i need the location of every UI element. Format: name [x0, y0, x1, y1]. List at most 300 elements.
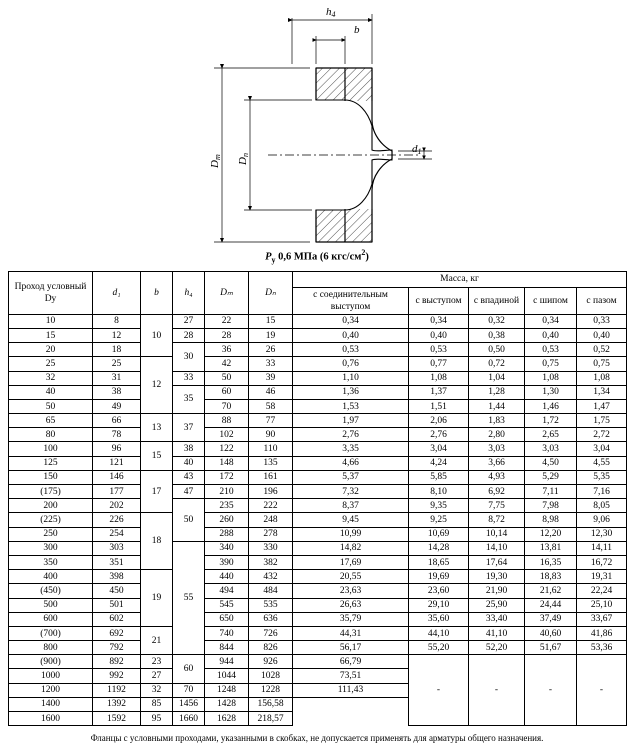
cell-dn: 65	[9, 414, 93, 428]
label-h4: h4	[326, 6, 336, 19]
cell-d1: 602	[93, 612, 141, 626]
cell-Dm: 1248	[205, 683, 249, 697]
header-d1: d₁	[93, 271, 141, 314]
cell-d1: 351	[93, 555, 141, 569]
cell-b: 15	[141, 442, 173, 470]
cell-mass-protrusion: 23,60	[409, 584, 469, 598]
cell-d1: 49	[93, 399, 141, 413]
cell-mass-recess: 52,20	[469, 641, 525, 655]
cell-mass-recess: 21,90	[469, 584, 525, 598]
cell-mass-connecting-protrusion: 35,79	[293, 612, 409, 626]
cell-Dn: 33	[249, 357, 293, 371]
cell-d1: 78	[93, 428, 141, 442]
cell-mass-recess: -	[469, 655, 525, 726]
cell-Dn: 135	[249, 456, 293, 470]
cell-h4: 85	[141, 697, 173, 711]
cell-mass-tenon: 5,29	[525, 470, 577, 484]
cell-Dm: 1044	[205, 669, 249, 683]
header-mass: Масса, кг	[293, 271, 627, 287]
cell-Dn: 15	[249, 314, 293, 328]
cell-Dn: 46	[249, 385, 293, 399]
cell-d1: 25	[93, 357, 141, 371]
cell-mass-recess: 25,90	[469, 598, 525, 612]
header-b: b	[141, 271, 173, 314]
cell-mass-tenon: 0,53	[525, 343, 577, 357]
cell-dn: 10	[9, 314, 93, 328]
cell-dn: 250	[9, 527, 93, 541]
cell-mass-groove: 0,40	[577, 328, 627, 342]
cell-mass-recess: 14,10	[469, 541, 525, 555]
cell-mass-protrusion: 8,10	[409, 485, 469, 499]
cell-mass-protrusion: 18,65	[409, 555, 469, 569]
cell-h4: 60	[173, 655, 205, 683]
table-row	[9, 570, 627, 584]
header-Dn: Dₙ	[249, 271, 293, 314]
cell-mass-tenon: 13,81	[525, 541, 577, 555]
cell-Dm: 122	[205, 442, 249, 456]
cell-mass-groove: 53,36	[577, 641, 627, 655]
cell-mass-recess: 17,64	[469, 555, 525, 569]
cell-d1: 892	[93, 655, 141, 669]
cell-mass-protrusion: 35,60	[409, 612, 469, 626]
cell-dn: (225)	[9, 513, 93, 527]
cell-mass-connecting-protrusion: 44,31	[293, 626, 409, 640]
cell-h4: 43	[173, 470, 205, 484]
cell-Dm: 210	[205, 485, 249, 499]
cell-mass-protrusion: 5,85	[409, 470, 469, 484]
cell-b: 27	[141, 669, 173, 683]
cell-Dn: 382	[249, 555, 293, 569]
cell-mass-recess: 3,66	[469, 456, 525, 470]
cell-Dn: 278	[249, 527, 293, 541]
cell-mass-tenon: 51,67	[525, 641, 577, 655]
cell-d1: 8	[93, 314, 141, 328]
table-row	[9, 385, 627, 399]
cell-mass-protrusion: 0,53	[409, 343, 469, 357]
cell-mass-protrusion: 1,08	[409, 371, 469, 385]
cell-mass-tenon: 40,60	[525, 626, 577, 640]
header-mass-connecting-protrusion: с соединительным выступом	[293, 287, 409, 314]
cell-Dn: 330	[249, 541, 293, 555]
cell-mass-groove: 25,10	[577, 598, 627, 612]
cell-dn: 40	[9, 385, 93, 399]
label-Dm: Dm	[209, 154, 222, 168]
table-row	[9, 442, 627, 456]
cell-mass-recess: 1,44	[469, 399, 525, 413]
table-row	[9, 541, 627, 555]
cell-mass-groove: 7,16	[577, 485, 627, 499]
cell-mass-connecting-protrusion: 0,40	[293, 328, 409, 342]
cell-Dm: 172	[205, 470, 249, 484]
table-row	[9, 328, 627, 342]
table-row	[9, 371, 627, 385]
cell-mass-tenon: 0,75	[525, 357, 577, 371]
cell-Dm: 50	[205, 371, 249, 385]
cell-mass-connecting-protrusion: 218,57	[249, 712, 293, 726]
cell-mass-recess: 1,04	[469, 371, 525, 385]
cell-mass-connecting-protrusion: 73,51	[293, 669, 409, 683]
cell-mass-groove: 0,75	[577, 357, 627, 371]
cell-mass-tenon: 1,46	[525, 399, 577, 413]
cell-dn: 1400	[9, 697, 93, 711]
cell-mass-connecting-protrusion: 1,36	[293, 385, 409, 399]
flange-data-table	[8, 271, 627, 727]
cell-dn: 1600	[9, 712, 93, 726]
cell-dn: 1200	[9, 683, 93, 697]
cell-mass-groove: 2,72	[577, 428, 627, 442]
cell-mass-tenon: 18,83	[525, 570, 577, 584]
cell-Dm: 235	[205, 499, 249, 513]
cell-mass-protrusion: 55,20	[409, 641, 469, 655]
cell-h4: 33	[173, 371, 205, 385]
label-d1: d1	[412, 143, 422, 156]
cell-dn: (175)	[9, 485, 93, 499]
cell-mass-recess: 0,32	[469, 314, 525, 328]
cell-h4: 40	[173, 456, 205, 470]
cell-mass-connecting-protrusion: 8,37	[293, 499, 409, 513]
cell-d1: 146	[93, 470, 141, 484]
table-row	[9, 314, 627, 328]
cell-mass-protrusion: 1,51	[409, 399, 469, 413]
cell-mass-groove: 1,34	[577, 385, 627, 399]
cell-Dn: 110	[249, 442, 293, 456]
cell-d1: 692	[93, 626, 141, 640]
cell-mass-groove: 19,31	[577, 570, 627, 584]
cell-mass-recess: 41,10	[469, 626, 525, 640]
cell-mass-groove: 33,67	[577, 612, 627, 626]
cell-dn: 15	[9, 328, 93, 342]
caption-prefix: P	[265, 251, 272, 263]
cell-mass-connecting-protrusion: 1,97	[293, 414, 409, 428]
cell-Dn: 39	[249, 371, 293, 385]
cell-mass-connecting-protrusion: 0,53	[293, 343, 409, 357]
cell-mass-groove: 1,75	[577, 414, 627, 428]
cell-dn: 25	[9, 357, 93, 371]
cell-mass-connecting-protrusion: 111,43	[293, 683, 409, 697]
cell-mass-recess: 10,14	[469, 527, 525, 541]
caption-sub: y	[271, 255, 276, 265]
cell-h4: 70	[173, 683, 205, 697]
cell-mass-protrusion: 44,10	[409, 626, 469, 640]
cell-d1: 303	[93, 541, 141, 555]
cell-Dn: 26	[249, 343, 293, 357]
cell-Dn: 19	[249, 328, 293, 342]
cell-mass-connecting-protrusion: 1,10	[293, 371, 409, 385]
flange-data-table-wrapper	[0, 271, 634, 727]
cell-Dm: 650	[205, 612, 249, 626]
cell-dn: 300	[9, 541, 93, 555]
cell-mass-tenon: 7,98	[525, 499, 577, 513]
cell-Dm: 70	[205, 399, 249, 413]
table-row	[9, 527, 627, 541]
cell-mass-connecting-protrusion: 14,82	[293, 541, 409, 555]
cell-d1: 226	[93, 513, 141, 527]
cell-b: 18	[141, 513, 173, 570]
cell-d1: 501	[93, 598, 141, 612]
cell-mass-tenon: 12,20	[525, 527, 577, 541]
table-row	[9, 414, 627, 428]
cell-mass-groove: 4,55	[577, 456, 627, 470]
cell-mass-protrusion: 9,25	[409, 513, 469, 527]
cell-dn: 125	[9, 456, 93, 470]
cell-Dm: 42	[205, 357, 249, 371]
cell-Dn: 161	[249, 470, 293, 484]
cell-Dn: 1428	[205, 697, 249, 711]
cell-mass-groove: 9,06	[577, 513, 627, 527]
cell-mass-protrusion: 0,40	[409, 328, 469, 342]
caption-text: 0,6 МПа (6 кгс/см	[275, 251, 362, 263]
footnote-text: Фланцы с условными проходами, указанными в скобках, не допускается применять для арматуры общего назначения.	[90, 733, 544, 743]
cell-Dn: 1228	[249, 683, 293, 697]
flange-technical-drawing	[0, 0, 634, 252]
cell-dn: 20	[9, 343, 93, 357]
cell-dn: 600	[9, 612, 93, 626]
cell-mass-protrusion: 19,69	[409, 570, 469, 584]
table-row	[9, 485, 627, 499]
cell-mass-tenon: 7,11	[525, 485, 577, 499]
cell-dn: 100	[9, 442, 93, 456]
cell-d1: 121	[93, 456, 141, 470]
cell-dn: 80	[9, 428, 93, 442]
cell-b: 12	[141, 357, 173, 414]
cell-mass-recess: 1,83	[469, 414, 525, 428]
caption-sup: 2	[361, 248, 366, 257]
cell-b: 21	[141, 626, 173, 654]
cell-mass-recess: 6,92	[469, 485, 525, 499]
cell-mass-recess: 4,93	[469, 470, 525, 484]
cell-Dn: 726	[249, 626, 293, 640]
cell-Dn: 636	[249, 612, 293, 626]
cell-mass-groove: 1,47	[577, 399, 627, 413]
cell-mass-recess: 7,75	[469, 499, 525, 513]
cell-Dm: 440	[205, 570, 249, 584]
table-row	[9, 626, 627, 640]
header-h4: h₄	[173, 271, 205, 314]
cell-mass-protrusion: 0,77	[409, 357, 469, 371]
header-dn: Проход условный Dу	[9, 271, 93, 314]
cell-mass-connecting-protrusion: 156,58	[249, 697, 293, 711]
header-Dm: Dₘ	[205, 271, 249, 314]
cell-h4: 37	[173, 414, 205, 442]
cell-d1: 792	[93, 641, 141, 655]
cell-mass-protrusion: 0,34	[409, 314, 469, 328]
cell-mass-connecting-protrusion: 4,66	[293, 456, 409, 470]
cell-dn: 400	[9, 570, 93, 584]
cell-Dm: 340	[205, 541, 249, 555]
cell-Dm: 390	[205, 555, 249, 569]
cell-mass-groove: 1,08	[577, 371, 627, 385]
cell-Dn: 222	[249, 499, 293, 513]
cell-d1: 202	[93, 499, 141, 513]
cell-mass-connecting-protrusion: 20,55	[293, 570, 409, 584]
cell-mass-tenon: 24,44	[525, 598, 577, 612]
cell-mass-connecting-protrusion: 56,17	[293, 641, 409, 655]
table-row	[9, 655, 627, 669]
cell-Dm: 844	[205, 641, 249, 655]
cell-Dn: 196	[249, 485, 293, 499]
table-row	[9, 584, 627, 598]
cell-h4: 47	[173, 485, 205, 499]
header-mass-groove: с пазом	[577, 287, 627, 314]
cell-dn: 200	[9, 499, 93, 513]
cell-d1: 1392	[93, 697, 141, 711]
cell-mass-connecting-protrusion: 7,32	[293, 485, 409, 499]
cell-mass-connecting-protrusion: 23,63	[293, 584, 409, 598]
cell-mass-connecting-protrusion: 0,76	[293, 357, 409, 371]
cell-b: 19	[141, 570, 173, 627]
label-b: b	[354, 24, 360, 36]
cell-mass-protrusion: 2,06	[409, 414, 469, 428]
cell-mass-tenon: 37,49	[525, 612, 577, 626]
cell-d1: 254	[93, 527, 141, 541]
cell-mass-recess: 0,72	[469, 357, 525, 371]
cell-Dn: 90	[249, 428, 293, 442]
table-row	[9, 555, 627, 569]
cell-mass-protrusion: 29,10	[409, 598, 469, 612]
cell-Dm: 148	[205, 456, 249, 470]
cell-Dm: 1660	[173, 712, 205, 726]
table-row	[9, 612, 627, 626]
cell-h4: 28	[173, 328, 205, 342]
cell-Dm: 545	[205, 598, 249, 612]
caption-suffix: )	[365, 251, 369, 263]
cell-mass-recess: 3,03	[469, 442, 525, 456]
cell-dn: 50	[9, 399, 93, 413]
table-row	[9, 470, 627, 484]
cell-b: 23	[141, 655, 173, 669]
cell-mass-recess: 19,30	[469, 570, 525, 584]
cell-mass-protrusion: 10,69	[409, 527, 469, 541]
table-row	[9, 357, 627, 371]
cell-mass-protrusion: 1,37	[409, 385, 469, 399]
cell-mass-protrusion: -	[409, 655, 469, 726]
cell-Dm: 288	[205, 527, 249, 541]
cell-d1: 1592	[93, 712, 141, 726]
cell-mass-connecting-protrusion: 2,76	[293, 428, 409, 442]
cell-Dn: 58	[249, 399, 293, 413]
cell-h4: 50	[173, 499, 205, 542]
cell-d1: 18	[93, 343, 141, 357]
cell-mass-groove: 3,04	[577, 442, 627, 456]
cell-mass-groove: 8,05	[577, 499, 627, 513]
cell-mass-tenon: 21,62	[525, 584, 577, 598]
table-row	[9, 513, 627, 527]
cell-Dn: 77	[249, 414, 293, 428]
cell-mass-connecting-protrusion: 10,99	[293, 527, 409, 541]
table-row	[9, 399, 627, 413]
cell-d1: 450	[93, 584, 141, 598]
cell-mass-recess: 33,40	[469, 612, 525, 626]
cell-d1: 177	[93, 485, 141, 499]
cell-mass-recess: 2,80	[469, 428, 525, 442]
cell-mass-groove: 0,52	[577, 343, 627, 357]
cell-dn: (700)	[9, 626, 93, 640]
cell-Dm: 28	[205, 328, 249, 342]
cell-mass-groove: 5,35	[577, 470, 627, 484]
cell-Dn: 484	[249, 584, 293, 598]
cell-h4: 55	[173, 541, 205, 655]
cell-mass-groove: 0,33	[577, 314, 627, 328]
cell-Dm: 60	[205, 385, 249, 399]
table-footnote	[0, 733, 634, 743]
cell-Dn: 248	[249, 513, 293, 527]
cell-dn: 1000	[9, 669, 93, 683]
cell-mass-connecting-protrusion: 9,45	[293, 513, 409, 527]
cell-d1: 31	[93, 371, 141, 385]
cell-mass-connecting-protrusion: 1,53	[293, 399, 409, 413]
cell-mass-protrusion: 3,04	[409, 442, 469, 456]
cell-Dn: 1628	[205, 712, 249, 726]
cell-mass-connecting-protrusion: 17,69	[293, 555, 409, 569]
cell-Dn: 926	[249, 655, 293, 669]
cell-mass-tenon: 1,72	[525, 414, 577, 428]
cell-mass-tenon: 16,35	[525, 555, 577, 569]
cell-mass-groove: -	[577, 655, 627, 726]
cell-h4: 27	[173, 314, 205, 328]
cell-mass-tenon: 0,34	[525, 314, 577, 328]
cell-h4: 35	[173, 385, 205, 413]
cell-mass-groove: 22,24	[577, 584, 627, 598]
cell-Dn: 432	[249, 570, 293, 584]
cell-mass-protrusion: 4,24	[409, 456, 469, 470]
cell-Dm: 88	[205, 414, 249, 428]
cell-b: 32	[141, 683, 173, 697]
header-mass-recess: с впадиной	[469, 287, 525, 314]
table-row	[9, 641, 627, 655]
cell-d1: 12	[93, 328, 141, 342]
cell-b: 17	[141, 470, 173, 513]
cell-dn: (450)	[9, 584, 93, 598]
cell-mass-tenon: 2,65	[525, 428, 577, 442]
cell-mass-recess: 8,72	[469, 513, 525, 527]
cell-Dm: 740	[205, 626, 249, 640]
cell-Dn: 535	[249, 598, 293, 612]
cell-mass-tenon: -	[525, 655, 577, 726]
cell-Dm: 22	[205, 314, 249, 328]
cell-b: 10	[141, 314, 173, 357]
cell-d1: 992	[93, 669, 141, 683]
header-mass-tenon: с шипом	[525, 287, 577, 314]
cell-mass-tenon: 0,40	[525, 328, 577, 342]
cell-h4: 38	[173, 442, 205, 456]
cell-mass-groove: 16,72	[577, 555, 627, 569]
cell-mass-groove: 12,30	[577, 527, 627, 541]
cell-mass-connecting-protrusion: 66,79	[293, 655, 409, 669]
cell-dn: (900)	[9, 655, 93, 669]
table-row	[9, 499, 627, 513]
cell-mass-tenon: 4,50	[525, 456, 577, 470]
cell-Dn: 1028	[249, 669, 293, 683]
cell-mass-groove: 14,11	[577, 541, 627, 555]
cell-mass-recess: 0,38	[469, 328, 525, 342]
cell-mass-tenon: 1,30	[525, 385, 577, 399]
cell-Dm: 1456	[173, 697, 205, 711]
cell-mass-tenon: 3,03	[525, 442, 577, 456]
cell-dn: 500	[9, 598, 93, 612]
cell-mass-protrusion: 2,76	[409, 428, 469, 442]
header-mass-protrusion: с выступом	[409, 287, 469, 314]
cell-mass-connecting-protrusion: 3,35	[293, 442, 409, 456]
table-row	[9, 343, 627, 357]
cell-Dm: 494	[205, 584, 249, 598]
cell-d1: 1192	[93, 683, 141, 697]
cell-dn: 150	[9, 470, 93, 484]
cell-mass-connecting-protrusion: 26,63	[293, 598, 409, 612]
table-row	[9, 456, 627, 470]
cell-dn: 800	[9, 641, 93, 655]
cell-h4: 30	[173, 343, 205, 371]
table-row	[9, 598, 627, 612]
